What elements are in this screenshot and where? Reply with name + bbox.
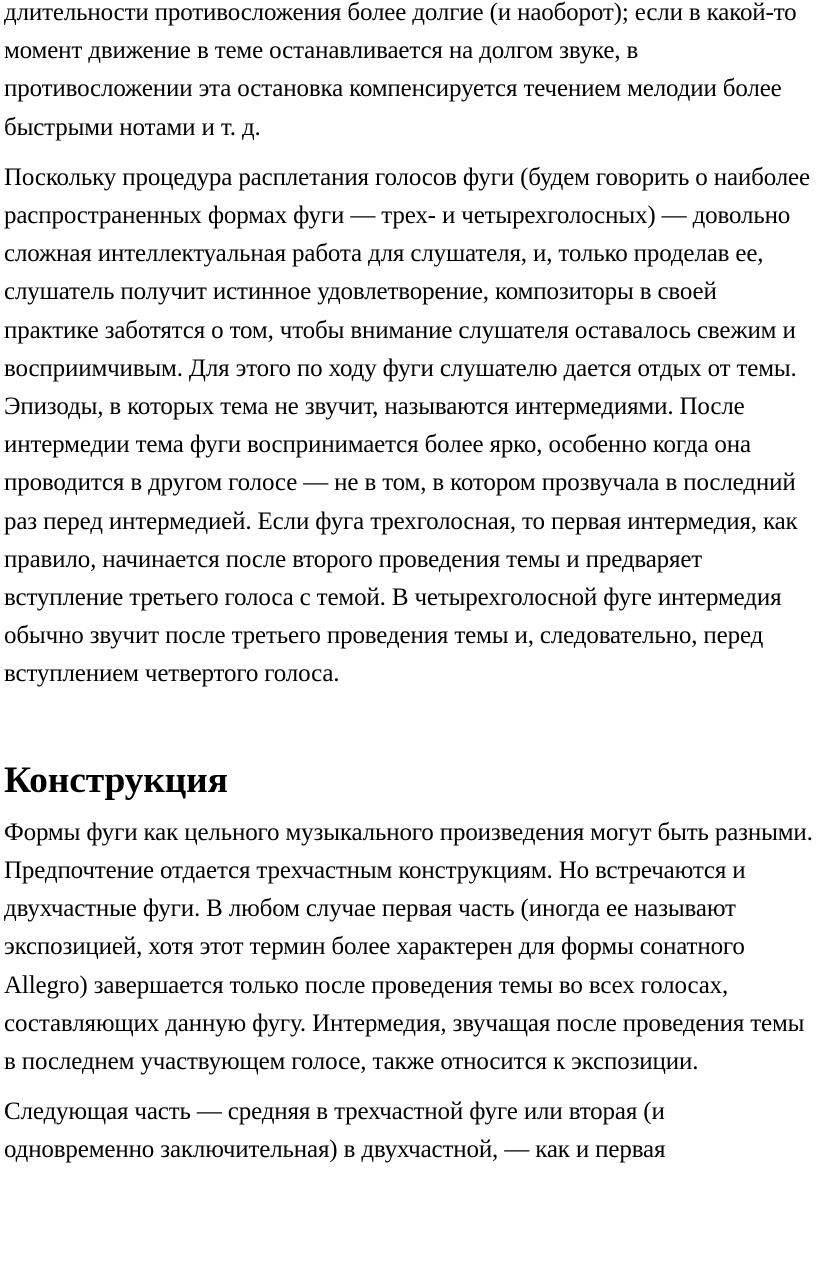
paragraph-next-part: Следующая часть — средняя в трехчастной фуге или вторая (и одновременно заключительная) в двухчастной, — как и первая [4, 1098, 666, 1164]
section-heading-construction: Конструкция [4, 759, 228, 801]
paragraph-counterpoint-rhythm: длительности противосложения более долгие (и наоборот); если в какой-то момент движение в теме останавливается на долгом звуке, в противосложении эта остановка компенсируется течением мелодии более быстрыми нотами и т. д. [4, 0, 797, 141]
paragraph-episodes: Поскольку процедура расплетания голосов фуги (будем говорить о наиболее распространенных формах фуги — трех- и четырехголосных) — довольно сложная интеллектуальная работа для слушателя, и, только проделав ее, слушатель получит истинное удовлетворение, композиторы в своей практике заботятся о том, чтобы внимание слушателя оставалось свежим и восприимчивым. Для этого по ходу фуги слушателю дается отдых от темы. Эпизоды, в которых тема не звучит, называются интермедиями. После интермедии тема фуги воспринимается более ярко, особенно когда она проводится в другом голосе — не в том, в котором прозвучала в последний раз перед интермедией. Если фуга трехголосная, то первая интермедия, как правило, начинается после второго проведения темы и предваряет вступление третьего голоса с темой. В четырехголосной фуге интермедия обычно звучит после третьего проведения темы и, следовательно, перед вступлением четвертого голоса. [4, 163, 810, 688]
paragraph-fugue-forms: Формы фуги как цельного музыкального произведения могут быть разными. Предпочтение отдается трехчастным конструкциям. Но встречаются и двухчастные фуги. В любом случае первая часть (иногда ее называют экспозицией, хотя этот термин более характерен для формы сонатного Allegro) завершается только после проведения темы во всех голосах, составляющих данную фугу. Интермедия, звучащая после проведения темы в последнем участвующем голосе, также относится к экспозиции. [4, 818, 813, 1076]
